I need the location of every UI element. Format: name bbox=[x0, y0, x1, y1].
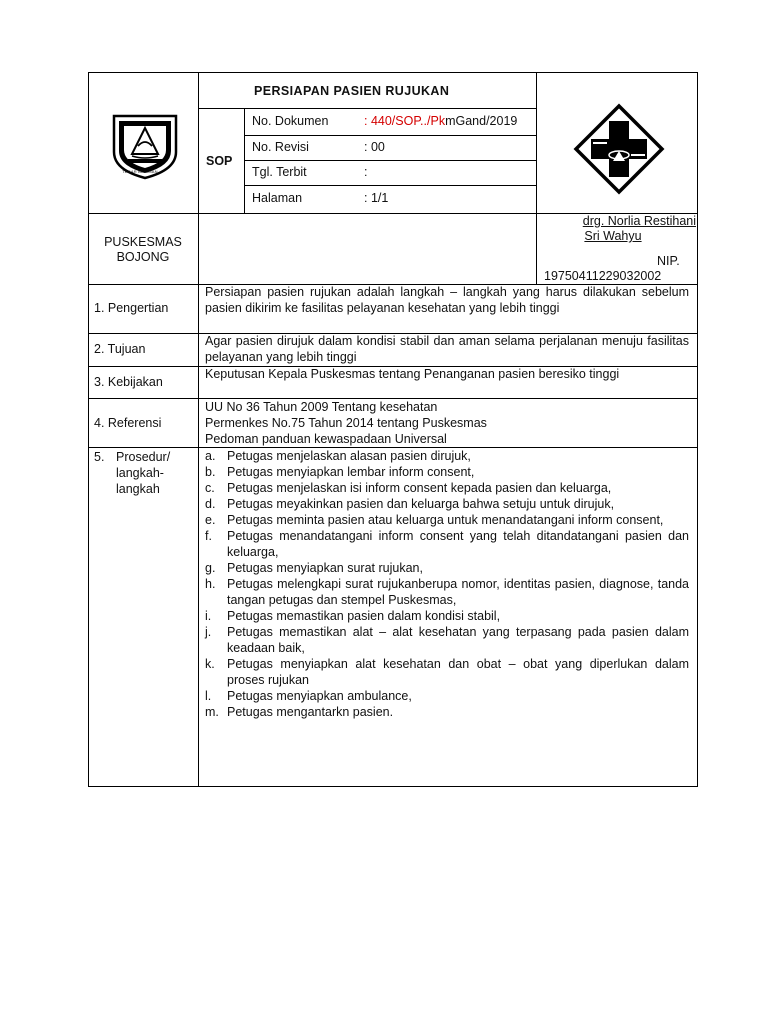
section-text-pengertian: Persiapan pasien rujukan adalah langkah – langkah yang harus dilakukan sebelum pasien dikirim ke fasilitas pelayanan kesehatan yang lebih tinggi bbox=[205, 285, 689, 315]
procedure-step bbox=[205, 448, 689, 464]
referensi-line: Pedoman panduan kewaspadaan Universal bbox=[205, 432, 447, 446]
section-label-pengertian: 1. Pengertian bbox=[94, 301, 169, 315]
document-title: PERSIAPAN PASIEN RUJUKAN bbox=[254, 84, 450, 98]
field-label-tgl-terbit: Tgl. Terbit bbox=[252, 165, 307, 179]
field-value-rest-part: mGand/2019 bbox=[445, 114, 518, 128]
procedure-step bbox=[205, 704, 689, 720]
org-name-line1: PUSKESMAS bbox=[104, 235, 182, 249]
procedure-step bbox=[205, 624, 689, 656]
field-label-no-dokumen: No. Dokumen bbox=[252, 114, 329, 128]
procedure-step bbox=[205, 608, 689, 624]
procedure-step-text: Petugas menjelaskan isi inform consent kepada pasien dan keluarga, bbox=[227, 481, 612, 495]
section-label-prosedur: langkah- bbox=[116, 466, 164, 480]
field-value-halaman: : 1/1 bbox=[364, 191, 389, 205]
procedure-step-text: Petugas meminta pasien atau keluarga untuk menandatangani inform consent, bbox=[227, 513, 664, 527]
logo-caption: TEGAR BERIMAN bbox=[122, 169, 158, 174]
puskesmas-logo bbox=[573, 103, 665, 195]
procedure-step-marker: e. bbox=[205, 513, 216, 527]
nip-label: NIP. bbox=[657, 254, 680, 268]
section-text-kebijakan: Keputusan Kepala Puskesmas tentang Penanganan pasien beresiko tinggi bbox=[205, 367, 620, 381]
procedure-step-marker: k. bbox=[205, 657, 215, 671]
procedure-step bbox=[205, 688, 689, 704]
procedure-step-text: Petugas menyiapkan ambulance, bbox=[227, 689, 412, 703]
procedure-step-marker: j. bbox=[205, 625, 212, 639]
procedure-step-text: Petugas menyiapkan alat kesehatan dan obat – obat yang diperlukan dalam proses rujukan bbox=[227, 657, 689, 687]
field-value-no-dokumen bbox=[364, 114, 517, 129]
procedure-step bbox=[205, 528, 689, 560]
procedure-step-marker: d. bbox=[205, 497, 216, 511]
procedure-step-text: Petugas menandatangani inform consent yang telah ditandatangani pasien dan keluarga, bbox=[227, 529, 689, 559]
procedure-step-marker: c. bbox=[205, 481, 215, 495]
procedure-step-marker: m. bbox=[205, 705, 219, 719]
procedure-step-marker: g. bbox=[205, 561, 216, 575]
section-label-prosedur: Prosedur/ bbox=[116, 450, 171, 464]
field-value-no-revisi: : 00 bbox=[364, 140, 385, 154]
procedure-step-text: Petugas memastikan alat – alat kesehatan yang terpasang pada pasien dalam keadaan baik, bbox=[227, 625, 689, 655]
field-value-red-part: : 440/SOP../Pk bbox=[364, 114, 446, 128]
procedure-step-text: Petugas menyiapkan surat rujukan, bbox=[227, 561, 423, 575]
procedure-steps bbox=[205, 448, 689, 720]
procedure-step bbox=[205, 656, 689, 688]
procedure-step-marker: f. bbox=[205, 529, 212, 543]
org-name-line2: BOJONG bbox=[116, 250, 170, 264]
nip-value: 19750411229032002 bbox=[544, 269, 662, 283]
section-label-referensi: 4. Referensi bbox=[94, 416, 162, 430]
signatory-name2: Sri Wahyu bbox=[584, 229, 642, 243]
procedure-step-marker: b. bbox=[205, 465, 216, 479]
procedure-step-text: Petugas mengantarkn pasien. bbox=[227, 705, 394, 719]
section-label-kebijakan: 3. Kebijakan bbox=[94, 375, 163, 389]
procedure-step bbox=[205, 464, 689, 480]
signatory-name1: drg. Norlia Restihani bbox=[582, 214, 696, 228]
section-text-tujuan: Agar pasien dirujuk dalam kondisi stabil dan aman selama perjalanan menuju fasilitas pelayanan yang lebih tinggi bbox=[205, 334, 689, 364]
procedure-step-text: Petugas menyiapkan lembar inform consent, bbox=[227, 465, 475, 479]
procedure-step-marker: l. bbox=[205, 689, 212, 703]
sop-label: SOP bbox=[206, 154, 233, 168]
procedure-step bbox=[205, 480, 689, 496]
referensi-line: UU No 36 Tahun 2009 Tentang kesehatan bbox=[205, 400, 438, 414]
procedure-step-marker: i. bbox=[205, 609, 212, 623]
section-label-prosedur: langkah bbox=[116, 482, 160, 496]
field-value-tgl-terbit: : bbox=[364, 165, 368, 179]
procedure-step-marker: h. bbox=[205, 577, 216, 591]
referensi-line: Permenkes No.75 Tahun 2014 tentang Puskesmas bbox=[205, 416, 487, 430]
procedure-step bbox=[205, 560, 689, 576]
procedure-step-text: Petugas menjelaskan alasan pasien dirujuk, bbox=[227, 449, 471, 463]
field-label-halaman: Halaman bbox=[252, 191, 303, 205]
section-label-prosedur-num: 5. bbox=[94, 450, 105, 464]
procedure-step bbox=[205, 512, 689, 528]
procedure-step-text: Petugas melengkapi surat rujukanberupa nomor, identitas pasien, diagnose, tanda tangan petugas dan stempel Puskesmas, bbox=[227, 577, 689, 607]
procedure-step bbox=[205, 576, 689, 608]
procedure-step-text: Petugas meyakinkan pasien dan keluarga bahwa setuju untuk dirujuk, bbox=[227, 497, 615, 511]
section-label-tujuan: 2. Tujuan bbox=[94, 342, 146, 356]
regency-logo bbox=[110, 112, 180, 180]
procedure-step-text: Petugas memastikan pasien dalam kondisi stabil, bbox=[227, 609, 501, 623]
field-label-no-revisi: No. Revisi bbox=[252, 140, 309, 154]
procedure-step-marker: a. bbox=[205, 449, 216, 463]
procedure-step bbox=[205, 496, 689, 512]
